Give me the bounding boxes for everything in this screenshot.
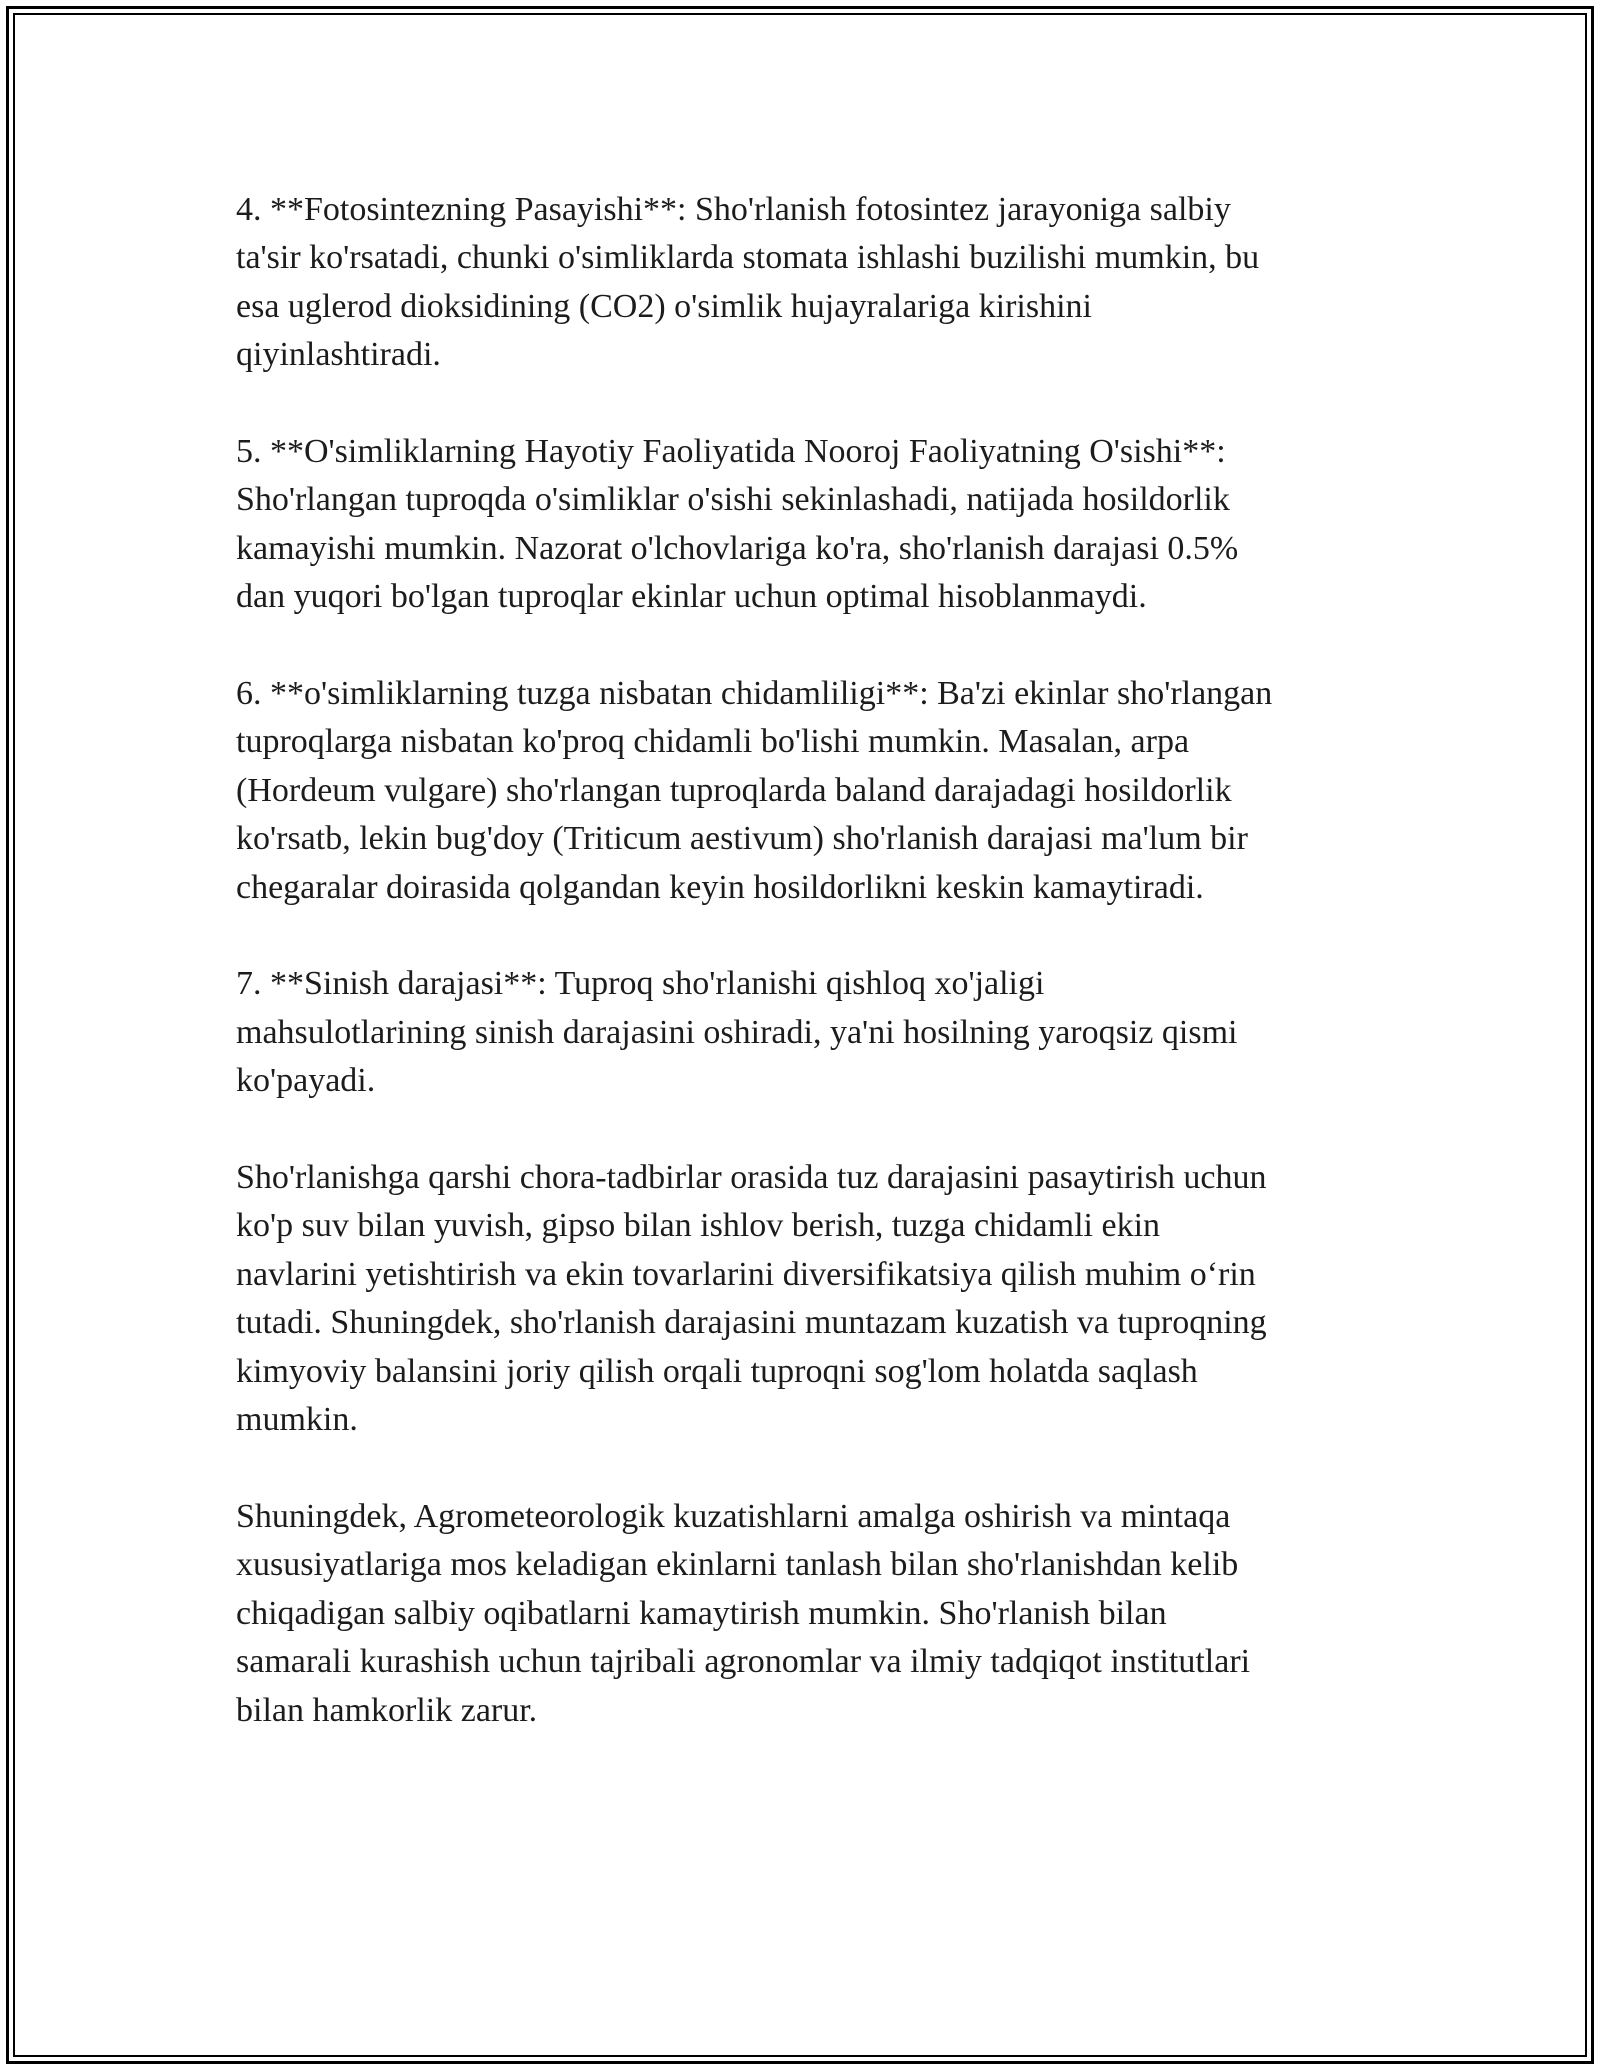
- text-line: ko'payadi.: [236, 1062, 376, 1100]
- text-line: ko'rsatb, lekin bug'doy (Triticum aestivum) sho'rlanish darajasi ma'lum bir: [236, 820, 1248, 858]
- text-line: 6. **o'simliklarning tuzga nisbatan chidamliligi**: Ba'zi ekinlar sho'rlangan: [236, 675, 1273, 713]
- paragraph-6-salt-tolerance: [236, 670, 1376, 912]
- text-line: tuproqlarga nisbatan ko'proq chidamli bo'lishi mumkin. Masalan, arpa: [236, 723, 1190, 761]
- text-line: ko'p suv bilan yuvish, gipso bilan ishlov berish, tuzga chidamli ekin: [236, 1207, 1161, 1245]
- text-line: dan yuqori bo'lgan tuproqlar ekinlar uchun optimal hisoblanmaydi.: [236, 578, 1147, 616]
- document-body: [236, 186, 1376, 1735]
- text-line: ta'sir ko'rsatadi, chunki o'simliklarda stomata ishlashi buzilishi mumkin, bu: [236, 239, 1260, 277]
- text-line: (Hordeum vulgare) sho'rlangan tuproqlarda baland darajadagi hosildorlik: [236, 771, 1232, 809]
- paragraph-5-growth: [236, 428, 1376, 622]
- text-line: mahsulotlarining sinish darajasini oshiradi, ya'ni hosilning yaroqsiz qismi: [236, 1013, 1238, 1051]
- text-line: samarali kurashish uchun tajribali agronomlar va ilmiy tadqiqot institutlari: [236, 1643, 1251, 1681]
- text-line: chiqadigan salbiy oqibatlarni kamaytirish mumkin. Sho'rlanish bilan: [236, 1594, 1167, 1632]
- text-line: esa uglerod dioksidining (CO2) o'simlik hujayralariga kirishini: [236, 287, 1092, 325]
- text-line: navlarini yetishtirish va ekin tovarlarini diversifikatsiya qilish muhim o‘rin: [236, 1255, 1256, 1293]
- text-line: kimyoviy balansini joriy qilish orqali tuproqni sog'lom holatda saqlash: [236, 1352, 1198, 1390]
- paragraph-countermeasures: [236, 1154, 1376, 1444]
- text-line: chegaralar doirasida qolgandan keyin hosildorlikni keskin kamaytiradi.: [236, 868, 1204, 906]
- text-line: Shuningdek, Agrometeorologik kuzatishlarni amalga oshirish va mintaqa: [236, 1497, 1231, 1535]
- paragraph-conclusion: [236, 1493, 1376, 1735]
- text-line: kamayishi mumkin. Nazorat o'lchovlariga ko'ra, sho'rlanish darajasi 0.5%: [236, 529, 1239, 567]
- paragraph-4-photosynthesis: [236, 186, 1376, 380]
- text-line: Sho'rlangan tuproqda o'simliklar o'sishi sekinlashadi, natijada hosildorlik: [236, 481, 1230, 519]
- paragraph-7-breakage-rate: [236, 960, 1376, 1105]
- text-line: 4. **Fotosintezning Pasayishi**: Sho'rlanish fotosintez jarayoniga salbiy: [236, 191, 1231, 228]
- text-line: 7. **Sinish darajasi**: Tuproq sho'rlanishi qishloq xo'jaligi: [236, 965, 1045, 1003]
- text-line: qiyinlashtiradi.: [236, 336, 441, 374]
- text-line: xususiyatlariga mos keladigan ekinlarni tanlash bilan sho'rlanishdan kelib: [236, 1546, 1239, 1584]
- text-line: bilan hamkorlik zarur.: [236, 1691, 538, 1729]
- text-line: tutadi. Shuningdek, sho'rlanish darajasini muntazam kuzatish va tuproqning: [236, 1304, 1267, 1342]
- text-line: mumkin.: [236, 1401, 358, 1439]
- text-line: 5. **O'simliklarning Hayotiy Faoliyatida Nooroj Faoliyatning O'sishi**:: [236, 433, 1226, 471]
- text-line: Sho'rlanishga qarshi chora-tadbirlar orasida tuz darajasini pasaytirish uchun: [236, 1159, 1267, 1197]
